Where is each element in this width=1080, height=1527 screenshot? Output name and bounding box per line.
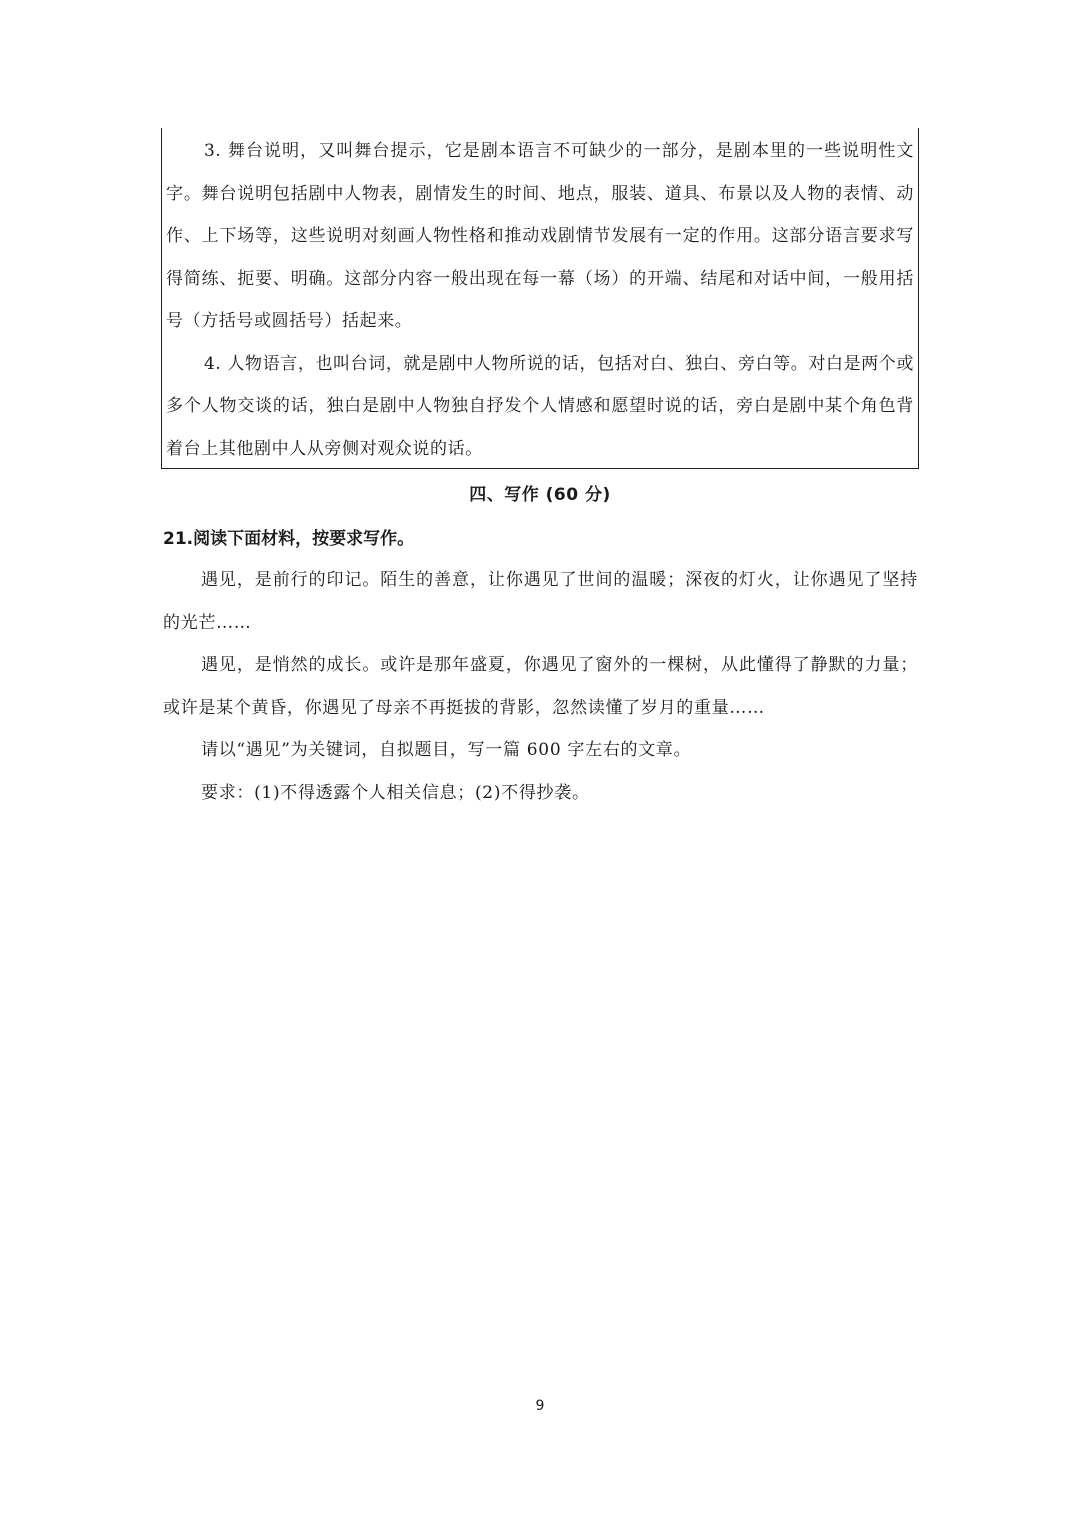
writing-material: [163, 559, 918, 814]
writing-prompt: 请以“遇见”为关键词，自拟题目，写一篇 600 字左右的文章。: [201, 740, 692, 760]
page-number: 9: [535, 1398, 545, 1414]
material-paragraph-2: 遇见，是悄然的成长。或许是那年盛夏，你遇见了窗外的一棵树，从此懂得了静默的力量；或许是某个黄昏，你遇见了母亲不再挺拔的背影，忽然读懂了岁月的重量……: [163, 655, 918, 718]
stage-directions-paragraph: 3. 舞台说明，又叫舞台提示，它是剧本语言不可缺少的一部分，是剧本里的一些说明性文字。舞台说明包括剧中人物表，剧情发生的时间、地点，服装、道具、布景以及人物的表情、动作、上下场等，这些说明对刻画人物性格和推动戏剧情节发展有一定的作用。这部分语言要求写得简练、扼要、明确。这部分内容一般出现在每一幕（场）的开端、结尾和对话中间，一般用括号（方括号或圆括号）括起来。: [166, 141, 914, 331]
material-paragraph-1: 遇见，是前行的印记。陌生的善意，让你遇见了世间的温暖；深夜的灯火，让你遇见了坚持的光芒……: [163, 570, 918, 633]
section-title: 四、写作 (60 分): [469, 485, 611, 505]
character-language-paragraph: 4. 人物语言，也叫台词，就是剧中人物所说的话，包括对白、独白、旁白等。对白是两个或多个人物交谈的话，独白是剧中人物独自抒发个人情感和愿望时说的话，旁白是剧中某个角色背着台上其他剧中人从旁侧对观众说的话。: [166, 353, 914, 459]
reference-text-box: [161, 128, 919, 469]
writing-requirements: 要求：(1)不得透露个人相关信息；(2)不得抄袭。: [201, 782, 590, 803]
question-label: 21.阅读下面材料，按要求写作。: [163, 529, 415, 549]
